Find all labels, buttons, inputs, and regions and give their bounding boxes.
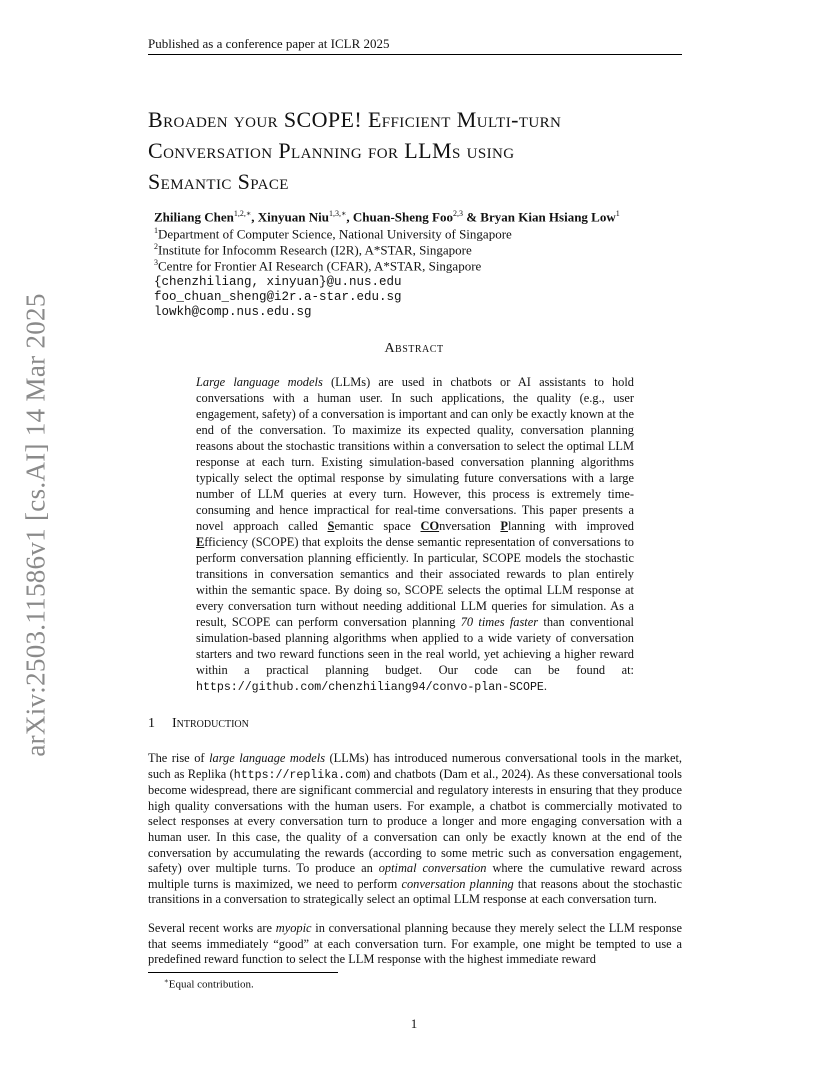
abstract-text: fficiency (SCOPE) that exploits the dense semantic representation of conversations to perform conversation planning efficiently. In particular, SCOPE models the stochastic transitions in conversation semantics and their associated rewards to plan entirely within the semantic space. By doing so, SCOPE selects the optimal LLM response at every conversation turn without needing additional LLM queries for simulation. As a result, SCOPE can perform conversation planning (196, 535, 634, 629)
email-address: {chenzhiliang, xinyuan}@u.nus.edu (154, 275, 402, 289)
body-text: in conversational planning because they merely select the LLM response that seems immediately “good” at each conversation turn. For example, one might be tempted to use a predefined reward function to select the LLM response with the highest immediate reward (148, 921, 682, 967)
replika-link[interactable]: https://replika.com (233, 768, 366, 782)
abstract-heading: Abstract (384, 341, 444, 356)
affiliation-text: Department of Computer Science, National University of Singapore (158, 226, 512, 242)
author-name: Bryan Kian Hsiang Low (480, 209, 616, 225)
section-number: 1 (148, 716, 155, 731)
affiliation (154, 242, 472, 258)
section-heading (148, 716, 249, 732)
paper-title (148, 104, 708, 197)
abstract-text: than conventional simulation-based planning algorithms when applied to a wide variety of conversation starters and two reward functions seen in the real world, yet achieving a higher reward within a practical planning budget. Our code can be found at: (196, 615, 634, 677)
footnote-rule (148, 972, 338, 973)
affiliation (154, 226, 512, 242)
body-emphasis: large language models (209, 751, 326, 765)
running-header: Published as a conference paper at ICLR 2025 (148, 36, 390, 51)
footnote-text: Equal contribution. (168, 978, 254, 991)
abstract-emphasis: 70 times faster (460, 615, 539, 629)
abstract-body (196, 374, 634, 696)
abstract-text: nversation (439, 519, 501, 533)
abstract-text: (LLMs) are used in chatbots or AI assistants to hold conversations with a human user. In such applications, the quality (e.g., user engagement, safety) of a conversation is important and can only be exactly known at the end of the conversation. To maximize its expected quality, conversation planning reasons about the stochastic transitions within a conversation to select the optimal LLM response at each turn. Existing simulation-based conversation planning algorithms typically select the optimal response by simulating future conversations with a large number of LLM queries at every turn. However, this process is extremely time-consuming and hence impractical for real-time conversations. This paper presents a novel approach called (196, 375, 634, 533)
body-emphasis: conversation planning (401, 876, 514, 891)
author-superscript: 1 (615, 209, 620, 218)
body-text: ) and chatbots (Dam et al., 2024). As these conversational tools become widespread, there are significant commercial and regulatory interests in ensuring that they produce high quality conversations with the human users. For example, a chatbot is commercially motivated to select responses at every conversation turn to produce a longer and more engaging conversation with a human user. In this case, the quality of a conversation can only be exactly known at the end of the conversation by accumulating the rewards (according to some metric such as conversation engagement, safety) over multiple turns. To produce an (148, 766, 682, 876)
affiliation (154, 258, 481, 274)
email-address: foo_chuan_sheng@i2r.a-star.edu.sg (154, 290, 402, 304)
body-emphasis: optimal conversation (378, 861, 487, 876)
affiliation-marker: 1 (154, 226, 158, 235)
title-line-2: Conversation Planning for LLMs using (148, 138, 515, 163)
acronym-letter: E (196, 535, 205, 549)
body-text: The rise of (148, 751, 210, 765)
arxiv-stamp-text: arXiv:2503.11586v1 [cs.AI] 14 Mar 2025 (20, 293, 51, 757)
author-list (154, 209, 620, 225)
affiliation-text: Centre for Frontier AI Research (CFAR), A*STAR, Singapore (158, 258, 482, 274)
author-separator: , (346, 209, 353, 225)
affiliation-marker: 2 (154, 242, 158, 251)
author-name: Xinyuan Niu (257, 209, 329, 225)
abstract-emphasis: Large language models (196, 375, 323, 389)
section-title: Introduction (172, 716, 249, 731)
affiliation-text: Institute for Infocomm Research (I2R), A*STAR, Singapore (158, 242, 472, 258)
author-name: Chuan-Sheng Foo (352, 209, 453, 225)
author-superscript: 1,3,∗ (328, 209, 347, 218)
page-number: 1 (410, 1016, 418, 1031)
body-text: Several recent works are (148, 921, 276, 935)
author-separator: , (251, 209, 258, 225)
intro-paragraph (148, 921, 682, 968)
abstract-text: emantic space (334, 519, 421, 533)
abstract-paragraph (196, 374, 634, 696)
body-emphasis: myopic (275, 921, 312, 935)
footnote-marker: ∗ (164, 977, 169, 985)
acronym-letter: P (500, 519, 508, 533)
title-line-3: Semantic Space (148, 169, 289, 194)
title-line-1: Broaden your SCOPE! Efficient Multi-turn (148, 107, 562, 132)
email-address: lowkh@comp.nus.edu.sg (154, 305, 312, 319)
acronym-letter: CO (420, 519, 440, 533)
author-separator: & (462, 209, 481, 225)
acronym-letter: S (327, 519, 335, 533)
abstract-text: . (543, 679, 547, 693)
body-text: where the cumulative reward across multiple turns is maximized, we need to perform (148, 861, 682, 891)
author-superscript: 2,3 (452, 209, 463, 218)
header-rule (148, 54, 682, 55)
author-superscript: 1,2,∗ (233, 209, 252, 218)
author-name: Zhiliang Chen (154, 209, 234, 225)
footnote (164, 977, 254, 991)
body-text: (LLMs) has introduced numerous conversational tools in the market, such as Replika ( (148, 751, 682, 781)
body-text: that reasons about the stochastic transitions in a conversation to strategically select an optimal LLM response at each conversation turn. (148, 876, 682, 907)
abstract-text: lanning with improved (507, 519, 635, 533)
code-link[interactable]: https://github.com/chenzhiliang94/convo-plan-SCOPE (196, 681, 544, 694)
intro-paragraph (148, 751, 682, 908)
affiliation-marker: 3 (154, 258, 158, 267)
